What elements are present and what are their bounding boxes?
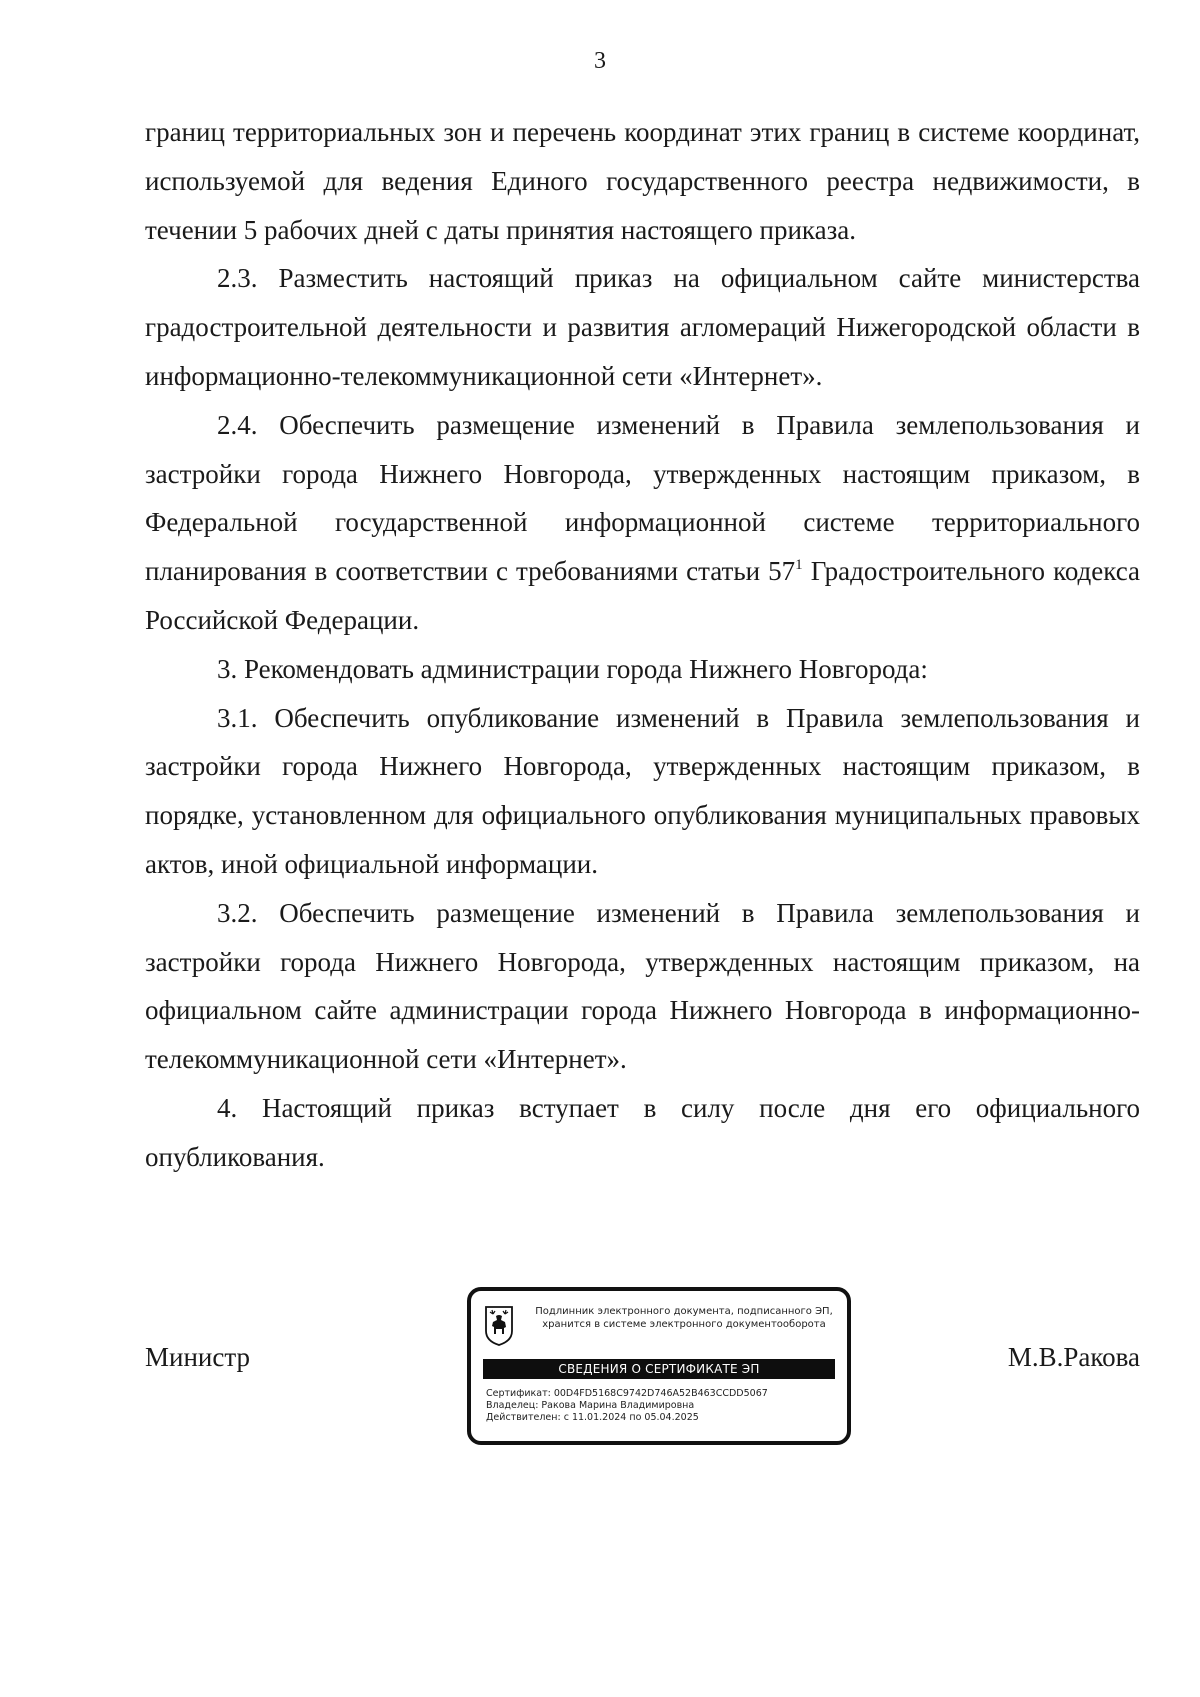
paragraph-2-3: 2.3. Разместить настоящий приказ на официальном сайте министерства градостроительной деятельности и развития агломераций Нижегородской области в информационно-телекоммуникационной сети «Интернет». — [145, 263, 1140, 391]
paragraph-3-1: 3.1. Обеспечить опубликование изменений в Правила землепользования и застройки города Нижнего Новгорода, утвержденных настоящим приказом, в порядке, установленном для официального опубликования муниципальных правовых актов, иной официальной информации. — [145, 702, 1140, 879]
signatory-name: М.В.Ракова — [1007, 1342, 1140, 1372]
stamp-header-line-1: Подлинник электронного документа, подписанного ЭП, — [535, 1306, 833, 1317]
paragraph-3-2: 3.2. Обеспечить размещение изменений в Правила землепользования и застройки города Нижнего Новгорода, утвержденных настоящим приказом, на официальном сайте администрации города Нижнего Новгорода в информационно-телекоммуникационной сети «Интернет». — [145, 897, 1140, 1075]
deer-coat-of-arms-icon — [484, 1305, 514, 1347]
stamp-certificate-details — [486, 1388, 836, 1424]
paragraph-3: 3. Рекомендовать администрации города Нижнего Новгорода: — [217, 653, 928, 684]
signatory-title: Министр — [145, 1342, 250, 1372]
certificate-validity: Действителен: с 11.01.2024 по 05.04.2025 — [486, 1412, 699, 1423]
stamp-certificate-bar: СВЕДЕНИЯ О СЕРТИФИКАТЕ ЭП — [483, 1359, 835, 1379]
page-number: 3 — [594, 48, 606, 74]
paragraph-continuation: границ территориальных зон и перечень координат этих границ в системе координат, используемой для ведения Единого государственного реестра недвижимости, в течении 5 рабочих дней с даты принятия настоящего приказа. — [145, 117, 1140, 245]
paragraph-2-4-tail: Градостроительного кодекса Российской Федерации. — [145, 556, 1140, 635]
electronic-signature-stamp — [467, 1287, 851, 1445]
certificate-owner: Владелец: Ракова Марина Владимировна — [486, 1400, 695, 1411]
article-superscript: 1 — [795, 557, 803, 574]
paragraph-2-4-text: 2.4. Обеспечить размещение изменений в Правила землепользования и застройки города Нижнего Новгорода, утвержденных настоящим приказом, в Федеральной государственной информационной системе территориального планирования в соответствии с требованиями статьи 57 — [145, 409, 1140, 587]
paragraph-4: 4. Настоящий приказ вступает в силу после дня его официального опубликования. — [145, 1092, 1140, 1172]
paragraph-2-4 — [145, 401, 1140, 645]
certificate-number: Сертификат: 00D4FD5168C9742D746A52B463CCDD5067 — [486, 1388, 768, 1399]
document-body — [145, 108, 1140, 1182]
stamp-header-line-2: хранится в системе электронного документооборота — [542, 1319, 826, 1330]
stamp-header — [521, 1305, 847, 1331]
